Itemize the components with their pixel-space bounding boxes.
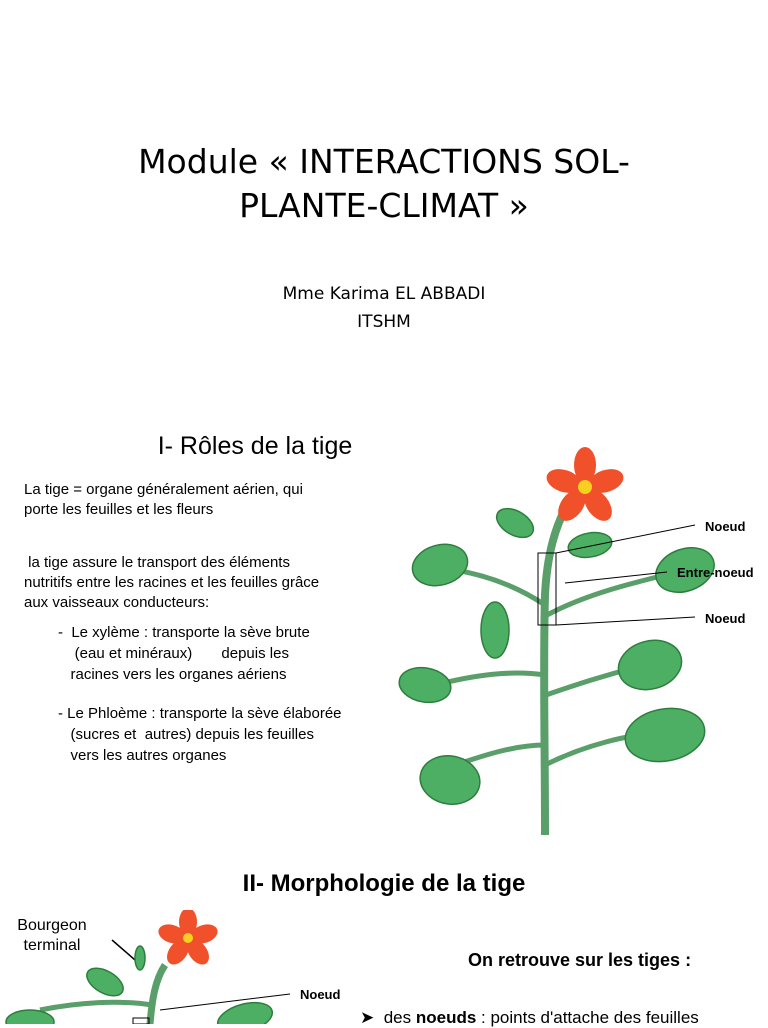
branch-left-upper: [455, 570, 545, 605]
bullet-noeuds: [360, 1008, 699, 1028]
transport-line-1: la tige assure le transport des éléments: [24, 554, 290, 571]
bullet-definition: : points d'attache des feuilles: [476, 1008, 699, 1027]
leaf: [492, 503, 539, 544]
definition-line-2: porte les feuilles et les fleurs: [24, 501, 214, 518]
module-title-line-1: Module « INTERACTIONS SOL-: [138, 142, 630, 181]
module-title-line-2: PLANTE-CLIMAT »: [239, 186, 529, 225]
bullet-arrow-icon: ➤: [360, 1008, 384, 1027]
leaf: [621, 702, 709, 767]
plant-diagram: [395, 445, 765, 835]
flower: [543, 447, 626, 526]
bud-label-line-1: Bourgeon: [17, 917, 87, 934]
label-noeud: Noeud: [300, 987, 341, 1002]
branch-right-upper: [547, 575, 665, 615]
leaf: [408, 538, 472, 591]
leaf: [6, 1010, 54, 1024]
morphology-intro: On retrouve sur les tiges :: [468, 950, 692, 970]
stem-roles-slide: [0, 420, 768, 830]
label-noeud-bottom: Noeud: [705, 611, 746, 626]
leaf: [613, 634, 687, 697]
plant-diagram-small: [0, 910, 360, 1024]
slide-title-morphology: II- Morphologie de la tige: [242, 870, 526, 897]
bud-pointer: [112, 940, 135, 960]
institution-name: ITSHM: [357, 312, 411, 332]
module-title: [0, 140, 768, 228]
leaf: [481, 602, 509, 658]
slide-title-roles: I- Rôles de la tige: [157, 432, 353, 460]
author-name: Mme Karima EL ABBADI: [282, 284, 486, 304]
bullet-prefix: des: [383, 1008, 416, 1027]
xylem-line-1: - Le xylème : transporte la sève brute: [58, 624, 310, 641]
noeud-bottom-pointer: [556, 617, 695, 625]
definition-line-1: La tige = organe généralement aérien, qui: [24, 481, 303, 498]
phloem-line-1: - Le Phloème : transporte la sève élaborée: [58, 705, 342, 722]
phloem-line-2: (sucres et autres) depuis les feuilles: [58, 726, 314, 743]
author-block: [0, 280, 768, 336]
flower: [156, 910, 220, 969]
xylem-line-2: (eau et minéraux) depuis les: [58, 645, 289, 662]
branch-left-mid: [435, 673, 545, 685]
main-stem: [544, 500, 570, 835]
leaf: [566, 529, 613, 560]
leaf: [135, 946, 145, 970]
branch-small: [40, 1002, 152, 1010]
stem-morphology-slide: [0, 840, 768, 1027]
transport-line-2: nutritifs entre les racines et les feuilles grâce: [24, 574, 320, 591]
phloem-line-3: vers les autres organes: [58, 747, 227, 764]
transport-line-3: aux vaisseaux conducteurs:: [24, 594, 210, 611]
leaf: [396, 664, 453, 707]
label-noeud-top: Noeud: [705, 519, 746, 534]
xylem-line-3: racines vers les organes aériens: [58, 666, 287, 683]
bullet-keyword: noeuds: [415, 1008, 477, 1027]
label-entre-noeud: Entre-noeud: [677, 565, 754, 580]
stem-small: [150, 965, 165, 1024]
bud-label-line-2: terminal: [23, 937, 81, 954]
leaf: [214, 997, 275, 1024]
leaf: [82, 962, 128, 1001]
title-slide: [0, 0, 768, 400]
